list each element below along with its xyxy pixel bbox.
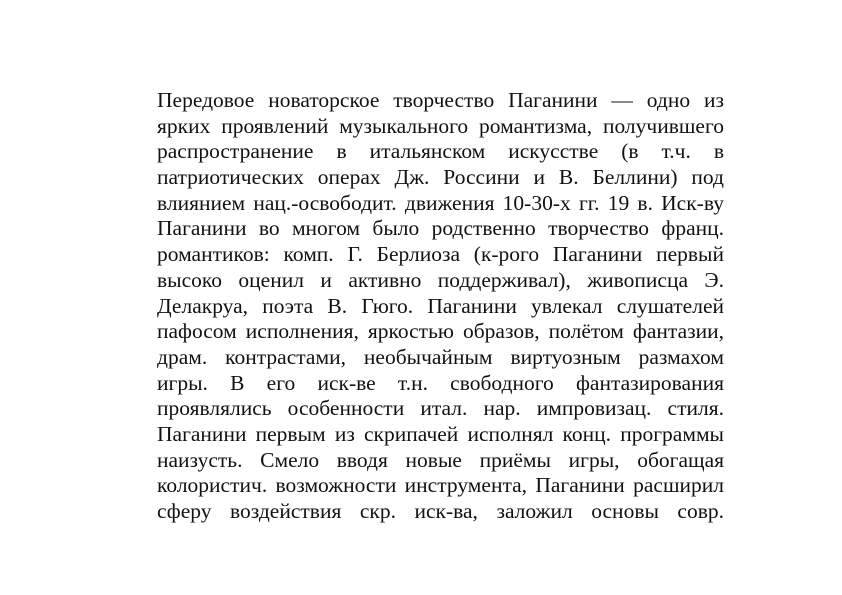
text-line: сферу воздействия скр. иск-ва, заложил основы совр.	[157, 499, 724, 523]
text-line: распространение в итальянском искусстве (в т.ч. в	[157, 139, 724, 164]
body-text	[157, 88, 724, 525]
text-line: игры. В его иск-ве т.н. свободного фантазирования	[157, 370, 724, 395]
text-line: драм. контрастами, необычайным виртуозным размахом	[157, 344, 724, 369]
text-line: романтиков: комп. Г. Берлиоза (к-рого Паганини первый	[157, 242, 724, 267]
text-line: ярких проявлений музыкального романтизма, получившего	[157, 113, 724, 138]
text-line: Паганини во многом было родственно творчество франц.	[157, 216, 724, 241]
text-line: проявлялись особенности итал. нар. импровизац. стиля.	[157, 396, 724, 421]
text-line: влиянием нац.-освободит. движения 10-30-х гг. 19 в. Иск-ву	[157, 190, 724, 215]
text-line: Делакруа, поэта В. Гюго. Паганини увлекал слушателей	[157, 293, 724, 318]
text-line: патриотических операх Дж. Россини и В. Беллини) под	[157, 165, 724, 190]
text-line: наизусть. Смело вводя новые приёмы игры, обогащая	[157, 447, 724, 472]
text-line: высоко оценил и активно поддерживал), живописца Э.	[157, 267, 724, 292]
text-line: Паганини первым из скрипачей исполнял конц. программы	[157, 421, 724, 446]
text-line: пафосом исполнения, яркостью образов, полётом фантазии,	[157, 319, 724, 344]
text-line: Передовое новаторское творчество Паганини — одно из	[157, 88, 724, 112]
text-line: колористич. возможности инструмента, Паганини расширил	[157, 473, 724, 498]
